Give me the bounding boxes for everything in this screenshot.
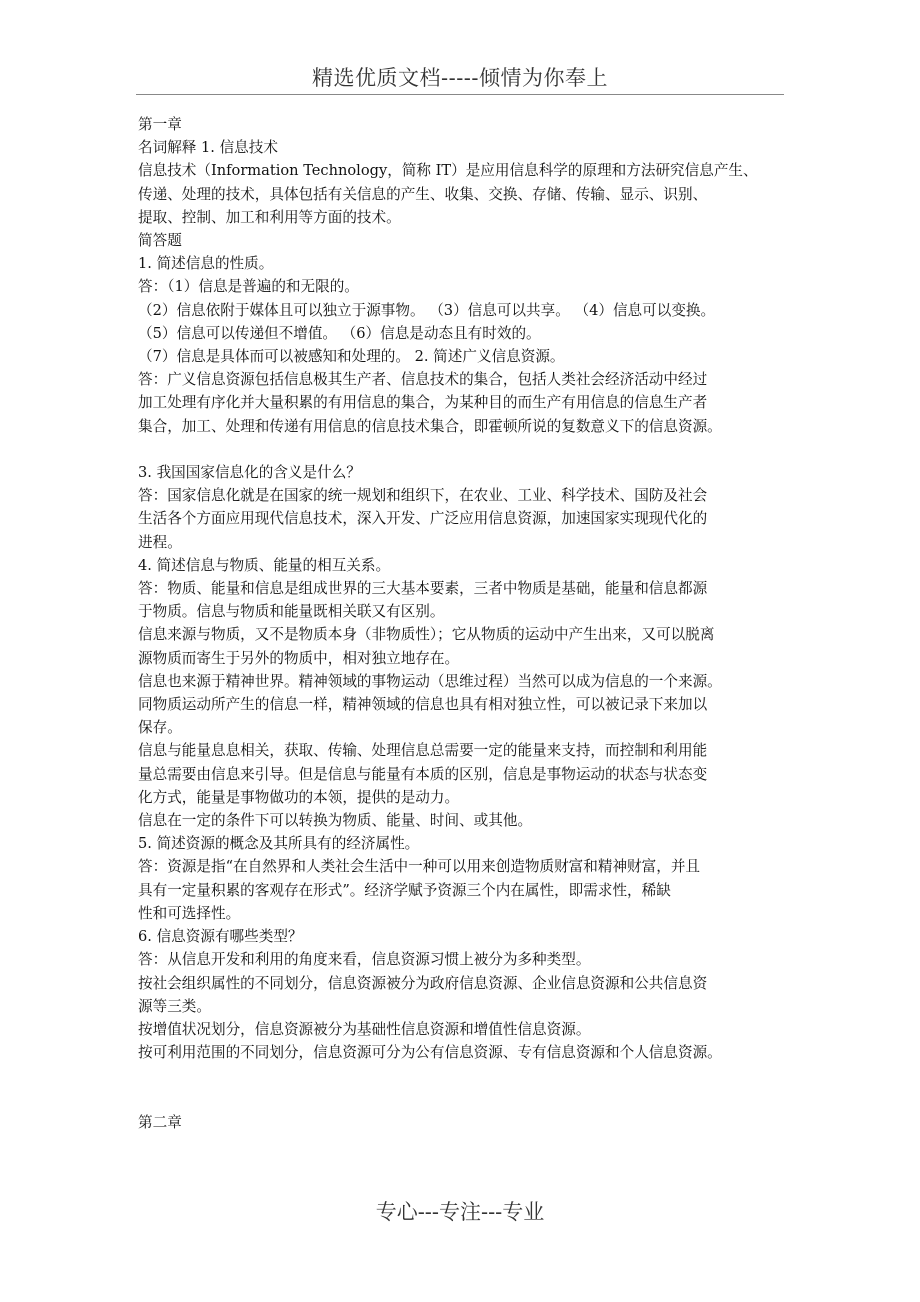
- chapter-title: 第二章: [138, 1113, 182, 1131]
- body-line: 按可利用范围的不同划分，信息资源可分为公有信息资源、专有信息资源和个人信息资源。: [138, 1044, 722, 1062]
- body-line: 信息也来源于精神世界。精神领域的事物运动（思维过程）当然可以成为信息的一个来源。: [138, 672, 722, 690]
- body-line: 信息技术（Information Technology，简称 IT）是应用信息科学的原理和方法研究信息产生、: [138, 162, 758, 180]
- body-line: 量总需要由信息来引导。但是信息与能量有本质的区别，信息是事物运动的状态与状态变: [138, 765, 708, 783]
- section-heading: 名词解释 1. 信息技术: [138, 139, 278, 157]
- body-line: 信息在一定的条件下可以转换为物质、能量、时间、或其他。: [138, 812, 533, 830]
- body-line: 生活各个方面应用现代信息技术，深入开发、广泛应用信息资源，加速国家实现现代化的: [138, 510, 708, 528]
- body-line: 答：物质、能量和信息是组成世界的三大基本要素，三者中物质是基础，能量和信息都源: [138, 580, 708, 598]
- body-line: 答：广义信息资源包括信息极其生产者、信息技术的集合，包括人类社会经济活动中经过: [138, 371, 708, 389]
- blank-line: [138, 1064, 788, 1087]
- blank-line: [138, 1088, 788, 1111]
- body-line: 源物质而寄生于另外的物质中，相对独立地存在。: [138, 649, 460, 667]
- question-line: 6. 信息资源有哪些类型？: [138, 928, 303, 946]
- body-line: 于物质。信息与物质和能量既相关联又有区别。: [138, 603, 445, 621]
- blank-line: [138, 438, 788, 461]
- body-line: 源等三类。: [138, 997, 211, 1015]
- question-line: 4. 简述信息与物质、能量的相互关系。: [138, 556, 391, 574]
- body-line: 具有一定量积累的客观存在形式”。经济学赋予资源三个内在属性，即需求性，稀缺: [138, 881, 671, 899]
- body-line: （2）信息依附于媒体且可以独立于源事物。 （3）信息可以共享。 （4）信息可以变换。: [138, 301, 716, 319]
- page-header: 精选优质文档-----倾情为你奉上: [312, 66, 608, 90]
- body-line: 同物质运动所产生的信息一样，精神领域的信息也具有相对独立性，可以被记录下来加以: [138, 696, 708, 714]
- body-line: 化方式，能量是事物做功的本领，提供的是动力。: [138, 788, 460, 806]
- body-line: 集合，加工、处理和传递有用信息的信息技术集合，即霍顿所说的复数意义下的信息资源。: [138, 417, 722, 435]
- body-line: 按增值状况划分，信息资源被分为基础性信息资源和增值性信息资源。: [138, 1020, 591, 1038]
- body-line: 性和可选择性。: [138, 904, 241, 922]
- body-line: 加工处理有序化并大量积累的有用信息的集合，为某种目的而生产有用信息的信息生产者: [138, 394, 708, 412]
- section-heading: 简答题: [138, 232, 182, 250]
- body-line: （5）信息可以传递但不增值。 （6）信息是动态且有时效的。: [138, 324, 541, 342]
- question-line: 1. 简述信息的性质。: [138, 255, 274, 273]
- body-line: 答：（1）信息是普遍的和无限的。: [138, 278, 359, 296]
- body-line: 答：从信息开发和利用的角度来看，信息资源习惯上被分为多种类型。: [138, 951, 591, 969]
- body-line: 提取、控制、加工和利用等方面的技术。: [138, 208, 401, 226]
- body-line: 答：资源是指“在自然界和人类社会生活中一种可以用来创造物质财富和精神财富，并且: [138, 858, 701, 876]
- question-line: 3. 我国国家信息化的含义是什么？: [138, 464, 361, 482]
- page-footer: 专心---专注---专业: [375, 1200, 545, 1224]
- question-line: 5. 简述资源的概念及其所具有的经济属性。: [138, 835, 420, 853]
- chapter-title: 第一章: [138, 116, 182, 133]
- header-rule: [136, 94, 784, 95]
- body-line: 传递、处理的技术，具体包括有关信息的产生、收集、交换、存储、传输、显示、识别、: [138, 185, 708, 203]
- body-line: 按社会组织属性的不同划分，信息资源被分为政府信息资源、企业信息资源和公共信息资: [138, 974, 708, 992]
- body-line: 信息来源与物质，又不是物质本身（非物质性）；它从物质的运动中产生出来，又可以脱离: [138, 626, 715, 644]
- body-line: 信息与能量息息相关，获取、传输、处理信息总需要一定的能量来支持，而控制和利用能: [138, 742, 708, 760]
- body-line: 进程。: [138, 533, 182, 551]
- body-line: 答：国家信息化就是在国家的统一规划和组织下，在农业、工业、科学技术、国防及社会: [138, 487, 708, 505]
- body-line: 保存。: [138, 719, 182, 737]
- body-line: （7）信息是具体而可以被感知和处理的。 2. 简述广义信息资源。: [138, 348, 565, 366]
- document-body: [138, 113, 788, 1134]
